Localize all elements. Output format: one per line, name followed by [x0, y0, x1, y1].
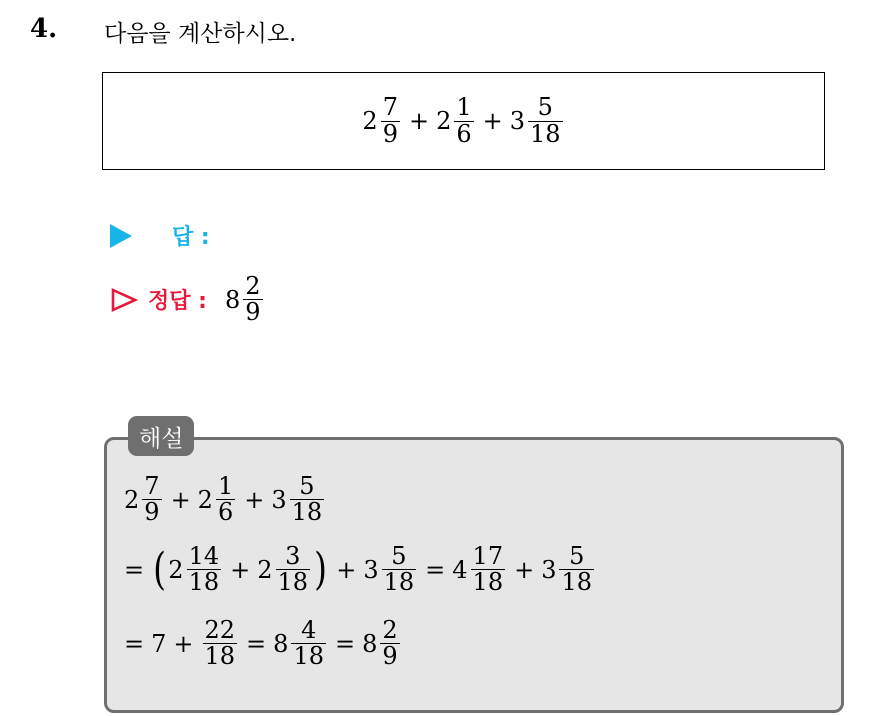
solution-line-2 [124, 544, 596, 595]
numerator: 7 [144, 472, 160, 500]
numerator: 14 [188, 542, 220, 570]
plus-sign: + [230, 555, 251, 584]
mixed-number [541, 544, 596, 595]
whole-part: 8 [224, 285, 241, 314]
plus-sign: + [408, 107, 430, 135]
denominator: 9 [382, 642, 398, 671]
numerator: 4 [301, 616, 317, 644]
denominator: 18 [530, 119, 561, 148]
whole-part: 8 [362, 629, 378, 658]
denominator: 6 [217, 498, 234, 527]
whole-part: 2 [362, 107, 378, 135]
denominator: 18 [293, 642, 324, 671]
fraction [471, 544, 506, 595]
whole-part: 2 [197, 485, 213, 514]
fraction [559, 544, 594, 595]
fraction [142, 474, 161, 525]
whole-part: 2 [124, 485, 140, 514]
numerator: 2 [245, 272, 261, 300]
denominator: 18 [472, 568, 504, 597]
equals-sign: = [124, 555, 145, 584]
denominator: 18 [277, 568, 309, 597]
correct-answer-label: 정답 : [148, 289, 207, 315]
whole-part: 2 [436, 107, 452, 135]
mixed-number [452, 544, 507, 595]
numerator: 5 [299, 472, 315, 500]
fraction [382, 544, 417, 595]
plus-sign: + [170, 485, 191, 514]
answer-row [110, 220, 210, 251]
fraction [454, 95, 473, 146]
correct-answer-value [225, 274, 265, 325]
numerator: 22 [204, 616, 236, 644]
whole-part: 3 [541, 555, 557, 584]
filled-triangle-icon [110, 224, 132, 248]
plus-sign: + [173, 629, 194, 658]
problem-expression [362, 95, 564, 146]
fraction [528, 95, 563, 146]
plus-sign: + [482, 107, 503, 135]
numerator: 3 [285, 542, 301, 570]
problem-box [102, 72, 825, 170]
question-number: 4. [30, 14, 58, 44]
equals-sign: = [124, 629, 145, 658]
denominator: 9 [144, 498, 160, 527]
whole-part: 2 [257, 555, 273, 584]
left-parenthesis: ( [153, 543, 167, 595]
question-prompt: 다음을 계산하시오. [104, 21, 297, 47]
numerator: 2 [382, 616, 398, 644]
whole-part: 3 [271, 485, 287, 514]
mixed-number [198, 474, 238, 525]
denominator: 18 [291, 498, 323, 527]
numerator: 5 [391, 542, 407, 570]
whole-part: 2 [168, 555, 184, 584]
denominator: 9 [382, 119, 398, 148]
numerator: 17 [472, 542, 504, 570]
solution-line-1 [124, 474, 326, 525]
mixed-number [436, 95, 476, 146]
whole-part: 3 [363, 555, 379, 584]
equals-sign: = [425, 555, 446, 584]
denominator: 6 [456, 119, 472, 148]
mixed-number [363, 544, 418, 595]
fraction [291, 618, 326, 669]
whole-number: 7 [151, 629, 167, 658]
plus-sign: + [336, 555, 357, 584]
mixed-number [362, 618, 402, 669]
fraction [203, 618, 238, 669]
right-parenthesis: ) [314, 543, 328, 595]
correct-answer-row [110, 274, 265, 325]
fraction [216, 474, 235, 525]
mixed-number [257, 544, 312, 595]
whole-part: 3 [509, 107, 526, 135]
denominator: 18 [204, 642, 236, 671]
fraction [290, 474, 325, 525]
denominator: 18 [383, 568, 415, 597]
mixed-number [271, 474, 326, 525]
denominator: 18 [188, 568, 220, 597]
numerator: 5 [569, 542, 585, 570]
fraction [276, 544, 311, 595]
answer-label: 답 : [172, 225, 210, 250]
numerator: 1 [217, 472, 234, 500]
denominator: 18 [561, 568, 593, 597]
mixed-number [273, 618, 328, 669]
denominator: 9 [245, 298, 261, 327]
mixed-number [124, 474, 164, 525]
equals-sign: = [334, 629, 356, 658]
fraction [380, 618, 399, 669]
mixed-number [510, 95, 565, 146]
outline-triangle-icon [110, 287, 138, 313]
whole-part: 8 [273, 629, 289, 658]
fraction [381, 95, 400, 146]
whole-part: 4 [452, 555, 468, 584]
fraction [187, 544, 222, 595]
fraction [243, 274, 262, 325]
mixed-number [225, 274, 265, 325]
numerator: 7 [382, 93, 398, 122]
plus-sign: + [244, 485, 265, 514]
plus-sign: + [514, 555, 535, 584]
mixed-number [362, 95, 402, 146]
numerator: 5 [537, 93, 553, 122]
solution-tag: 해설 [128, 416, 194, 456]
solution-line-3 [124, 618, 402, 669]
equals-sign: = [246, 629, 267, 658]
mixed-number [168, 544, 223, 595]
numerator: 1 [456, 93, 472, 122]
